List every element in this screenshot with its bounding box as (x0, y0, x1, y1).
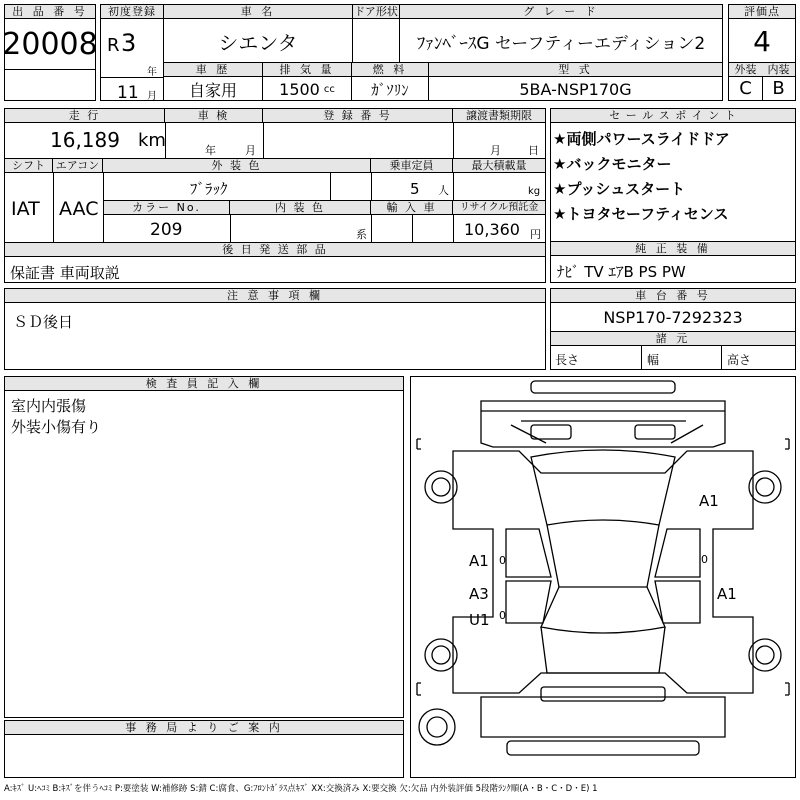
notes-label: 注 意 事 項 欄 (5, 289, 545, 303)
door-label: ドア形状 (354, 5, 398, 18)
mileage-label: 走 行 (5, 109, 165, 123)
mileage-unit: km (138, 130, 166, 151)
later-value: 保証書 車両取説 (10, 264, 120, 282)
later-label: 後 日 発 送 部 品 (5, 243, 545, 257)
month-value: 11 (117, 83, 139, 103)
sales-points-label: セ ー ル ス ポ イ ン ト (551, 109, 795, 123)
door-box (352, 4, 400, 63)
inspection-label: 車 検 (165, 109, 263, 123)
ext-label: 外装 (729, 63, 763, 77)
sales-points-box (550, 108, 796, 242)
inspector-box (4, 376, 404, 718)
year-value: 3 (121, 29, 137, 57)
ext-value: C (729, 77, 763, 100)
color-no-value: 209 (150, 220, 183, 240)
model-value: 5BA-NSP170G (519, 79, 632, 99)
score-label: 評価点 (729, 5, 795, 19)
width-label: 幅 (647, 353, 660, 367)
car-name-value: シエンタ (218, 30, 298, 55)
lot-label: 出 品 番 号 (5, 5, 95, 19)
recycle-unit: 円 (530, 228, 541, 241)
inspector-label: 検 査 員 記 入 欄 (5, 377, 403, 391)
chassis-label: 車 台 番 号 (551, 289, 795, 303)
reg-no-label: 登 録 番 号 (263, 109, 453, 123)
grade-box (399, 4, 723, 63)
car-diagram (410, 376, 796, 778)
legend: A:ｷｽﾞ U:ﾍｺﾐ B:ｷｽﾞを伴うﾍｺﾐ P:要塗装 W:補修跡 S:錆 C:腐食、G:ﾌﾛﾝﾄｶﾞﾗｽ点ｷｽﾞ XX:交換済み X:要交換 欠:欠品 内外装評価 5段階ﾗﾝｸ順(A・B・C・D・E) 1 (4, 784, 598, 794)
transfer-month: 月 (490, 144, 501, 157)
mark-right-front: A1 (699, 492, 719, 510)
recycle-value: 10,360 (464, 220, 520, 239)
fuel-box (351, 62, 429, 101)
mark-left-mid-top: A3 (469, 585, 489, 603)
equipment-value: ﾅﾋﾞ TV ｴｱB PS PW (557, 263, 686, 281)
month-unit: 月 (147, 91, 157, 102)
shift-value: IAT (11, 198, 40, 220)
equipment-label: 純 正 装 備 (551, 242, 795, 256)
score-value: 4 (753, 24, 771, 58)
first-reg-box (100, 4, 164, 101)
mark-right-mid: A1 (717, 585, 737, 603)
shift-label: シフト (5, 159, 53, 173)
model-box (428, 62, 723, 101)
displacement-box (262, 62, 352, 101)
length-label: 長さ (555, 353, 580, 367)
recycle-label: リサイクル預託金 (453, 201, 545, 215)
chassis-box (550, 288, 796, 370)
grade-label: グ レ ー ド (400, 5, 722, 19)
color-no-label: カラー No. (104, 201, 230, 215)
import-label: 輸 入 車 (371, 201, 453, 215)
capacity-unit: 人 (438, 184, 449, 197)
mark-left-front: A1 (469, 552, 489, 570)
notes-value: ＳＤ後日 (13, 313, 74, 331)
mark-left-mid-bottom: U1 (469, 611, 490, 629)
inspector-line-2: 外装小傷有り (11, 418, 102, 436)
displacement-value: 1500 (279, 79, 320, 99)
door-value (353, 19, 399, 63)
mark-right-mid-zero: 0 (701, 553, 708, 566)
interior-color-label: 内 装 色 (230, 201, 371, 215)
fuel-label: 燃 料 (352, 63, 428, 77)
fuel-value: ｶﾞｿﾘﾝ (371, 80, 409, 99)
history-box (163, 62, 263, 101)
sales-point-2: ★バックモニター (553, 155, 672, 173)
office-label: 事 務 局 よ り ご 案 内 (5, 721, 403, 735)
color-value: ﾌﾞﾗｯｸ (190, 180, 228, 198)
era-value: R (107, 35, 120, 56)
score-box (728, 4, 796, 63)
equipment-box (550, 241, 796, 283)
mark-left-mid-zero: 0 (499, 609, 506, 622)
lot-value: 20008 (5, 19, 95, 70)
history-label: 車 歴 (164, 63, 262, 77)
capacity-value: 5 (410, 180, 420, 198)
sales-point-4: ★トヨタセーフティセンス (553, 205, 729, 223)
mark-left-front-zero: 0 (499, 554, 506, 567)
office-box (4, 720, 404, 778)
inspector-line-1: 室内内張傷 (11, 397, 87, 415)
capacity-label: 乗車定員 (371, 159, 453, 173)
year-unit: 年 (147, 67, 157, 78)
sales-point-3: ★プッシュスタート (553, 180, 686, 198)
ac-label: エアコン (53, 159, 103, 173)
load-unit: kg (528, 186, 541, 197)
inspection-year: 年 (205, 144, 216, 157)
chassis-value: NSP170-7292323 (551, 303, 795, 332)
notes-box (4, 288, 546, 370)
ext-int-box (728, 62, 796, 101)
mileage-value: 16,189 (50, 128, 120, 152)
grade-value: ﾌｧﾝﾍﾞｰｽG セーフティーエディション2 (416, 33, 706, 54)
displacement-unit: cc (323, 83, 335, 95)
inspection-month: 月 (245, 144, 256, 157)
load-label: 最大積載量 (453, 159, 545, 173)
transfer-day: 日 (528, 144, 539, 157)
sales-point-1: ★両側パワースライドドア (553, 130, 730, 148)
color-label: 外 装 色 (103, 159, 371, 173)
displacement-label: 排 気 量 (263, 63, 351, 77)
history-value: 自家用 (188, 80, 237, 100)
interior-color-unit: 系 (356, 228, 367, 241)
transfer-label: 譲渡書類期限 (453, 109, 545, 123)
int-label: 内装 (762, 63, 795, 77)
int-value: B (772, 78, 785, 99)
height-label: 高さ (727, 353, 752, 367)
car-outline (411, 377, 795, 777)
car-name-label: 車 名 (164, 5, 352, 19)
lot-box (4, 4, 96, 101)
ac-value: AAC (59, 198, 99, 220)
spec-label: 諸 元 (551, 332, 795, 346)
car-name-box (163, 4, 353, 63)
model-label: 型 式 (429, 63, 722, 77)
first-reg-label: 初度登録 (101, 5, 163, 19)
